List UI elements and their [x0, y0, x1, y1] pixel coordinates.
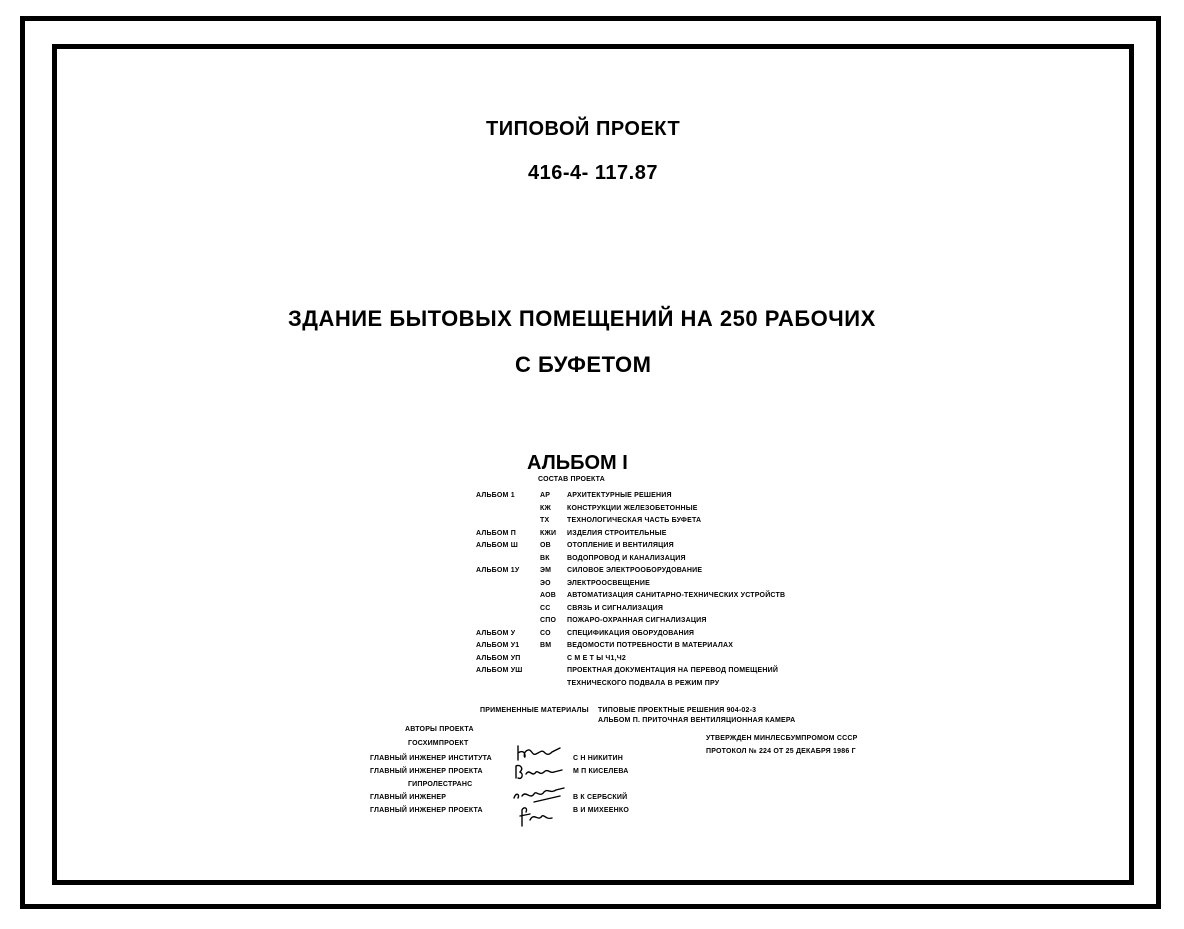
contents-desc: ТЕХНОЛОГИЧЕСКАЯ ЧАСТЬ БУФЕТА [567, 517, 702, 524]
contents-desc: С М Е Т Ы Ч1,Ч2 [567, 654, 626, 662]
author-role2: ГЛАВНЫЙ ИНЖЕНЕР ПРОЕКТА [370, 768, 483, 775]
contents-code: ЭМ [540, 567, 552, 574]
contents-desc: ТЕХНИЧЕСКОГО ПОДВАЛА В РЕЖИМ ПРУ [567, 679, 720, 687]
contents-code: ВМ [540, 642, 552, 649]
authors-org2: ГИПРОЛЕСТРАНС [408, 781, 473, 788]
contents-desc: СИЛОВОЕ ЭЛЕКТРООБОРУДОВАНИЕ [567, 567, 703, 574]
title-line1: ЗДАНИЕ БЫТОВЫХ ПОМЕЩЕНИЙ НА 250 РАБОЧИХ [288, 306, 876, 331]
album-subtitle: СОСТАВ ПРОЕКТА [538, 476, 605, 483]
contents-desc: ПРОЕКТНАЯ ДОКУМЕНТАЦИЯ НА ПЕРЕВОД ПОМЕЩЕНИЙ [567, 667, 779, 674]
contents-desc: ОТОПЛЕНИЕ И ВЕНТИЛЯЦИЯ [567, 542, 674, 549]
contents-code: КЖ [540, 504, 551, 512]
contents-code: КЖИ [540, 529, 557, 537]
contents-album: АЛЬБОМ 1 [476, 492, 515, 499]
contents-album: АЛЬБОМ У1 [476, 642, 520, 649]
contents-desc: ПОЖАРО-ОХРАННАЯ СИГНАЛИЗАЦИЯ [567, 617, 707, 624]
approval-line1: УТВЕРЖДЕН МИНЛЕСБУМПРОМОМ СССР [706, 735, 858, 742]
contents-desc: АВТОМАТИЗАЦИЯ САНИТАРНО-ТЕХНИЧЕСКИХ УСТРОЙСТВ [567, 592, 786, 599]
author-name1: С Н НИКИТИН [573, 755, 623, 762]
contents-code: АР [540, 492, 551, 499]
contents-album: АЛЬБОМ УШ [476, 667, 523, 674]
contents-code: ЭО [540, 579, 551, 587]
contents-desc: СВЯЗЬ И СИГНАЛИЗАЦИЯ [567, 604, 664, 612]
authors-org1: ГОСХИМПРОЕКТ [408, 740, 469, 747]
title-line2: С БУФЕТОМ [515, 352, 652, 377]
contents-desc: ВОДОПРОВОД И КАНАЛИЗАЦИЯ [567, 554, 686, 562]
contents-desc: АРХИТЕКТУРНЫЕ РЕШЕНИЯ [567, 492, 672, 499]
contents-album: АЛЬБОМ Ш [476, 542, 518, 549]
authors-heading: АВТОРЫ ПРОЕКТА [405, 726, 474, 733]
contents-code: СО [540, 629, 551, 637]
materials-line1: ТИПОВЫЕ ПРОЕКТНЫЕ РЕШЕНИЯ 904-02-3 [598, 707, 757, 714]
contents-code: ОВ [540, 542, 551, 549]
approval-line2: ПРОТОКОЛ № 224 ОТ 25 ДЕКАБРЯ 1986 Г [706, 748, 856, 755]
contents-desc: ЭЛЕКТРООСВЕЩЕНИЕ [567, 579, 651, 587]
contents-desc: ИЗДЕЛИЯ СТРОИТЕЛЬНЫЕ [567, 529, 667, 537]
contents-album: АЛЬБОМ 1У [476, 567, 520, 574]
contents-desc: ВЕДОМОСТИ ПОТРЕБНОСТИ В МАТЕРИАЛАХ [567, 642, 734, 649]
contents-code: СС [540, 604, 551, 612]
contents-code: ВК [540, 554, 550, 562]
project-number: 416-4- 117.87 [528, 162, 658, 184]
contents-album: АЛЬБОМ УП [476, 654, 521, 662]
contents-desc: КОНСТРУКЦИИ ЖЕЛЕЗОБЕТОННЫЕ [567, 504, 698, 512]
contents-album: АЛЬБОМ П [476, 529, 516, 537]
author-name4: В И МИХЕЕНКО [573, 807, 630, 814]
materials-label: ПРИМЕНЕННЫЕ МАТЕРИАЛЫ [480, 707, 589, 714]
author-name3: В К СЕРБСКИЙ [573, 794, 628, 801]
contents-code: ТХ [540, 517, 550, 524]
author-role4: ГЛАВНЫЙ ИНЖЕНЕР ПРОЕКТА [370, 807, 483, 814]
project-type: ТИПОВОЙ ПРОЕКТ [486, 118, 681, 140]
author-role1: ГЛАВНЫЙ ИНЖЕНЕР ИНСТИТУТА [370, 755, 492, 762]
contents-desc: СПЕЦИФИКАЦИЯ ОБОРУДОВАНИЯ [567, 629, 695, 637]
contents-album: АЛЬБОМ У [476, 629, 516, 637]
contents-code: СПО [540, 617, 557, 624]
materials-line2: АЛЬБОМ П. ПРИТОЧНАЯ ВЕНТИЛЯЦИОННАЯ КАМЕРА [598, 717, 796, 724]
author-role3: ГЛАВНЫЙ ИНЖЕНЕР [370, 794, 447, 801]
contents-code: АОВ [540, 592, 557, 599]
signatures-image [510, 744, 570, 830]
album-title: АЛЬБОМ I [527, 452, 628, 474]
author-name2: М П КИСЕЛЕВА [573, 768, 629, 775]
